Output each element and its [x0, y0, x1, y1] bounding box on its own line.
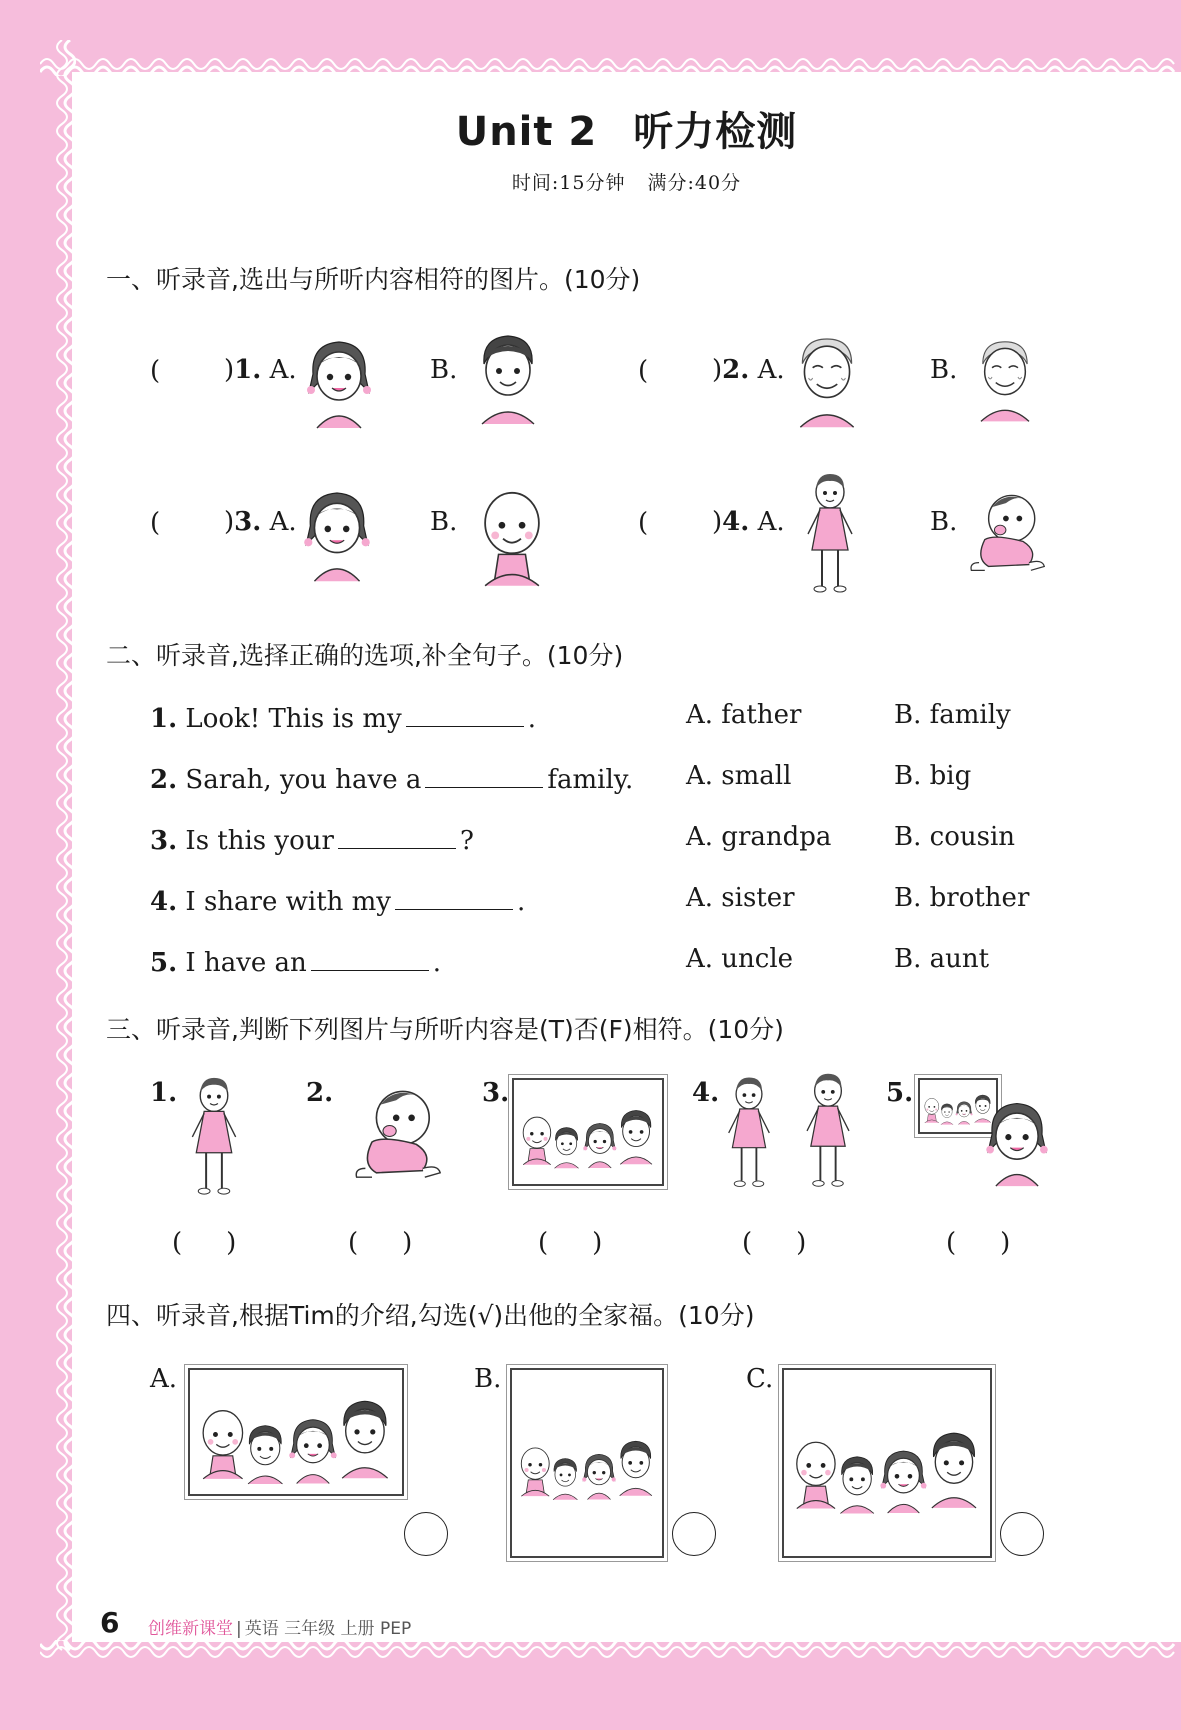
- family-photo-icon[interactable]: [512, 1078, 664, 1186]
- section1-title: 一、听录音,选出与所听内容相符的图片。(10分): [106, 265, 641, 294]
- wavy-border-bottom: [40, 1640, 1181, 1676]
- boy-icon[interactable]: [468, 320, 548, 432]
- s4-check-circle-c[interactable]: [1000, 1512, 1044, 1556]
- s2-sentence-4: 4. I share with my .: [150, 883, 525, 917]
- s1-item-1-b-label: B.: [430, 355, 458, 385]
- family-of-four-icon[interactable]: [188, 1368, 404, 1496]
- s2-option-2b[interactable]: B. big: [894, 761, 972, 791]
- blank-4[interactable]: [395, 883, 513, 910]
- footer-brand: 创维新课堂: [148, 1619, 233, 1639]
- s4-label-a: A.: [150, 1364, 178, 1394]
- boy-waving-icon[interactable]: [176, 1072, 252, 1200]
- footer-separator: |: [236, 1619, 242, 1639]
- answer-paren-4[interactable]: (: [638, 508, 649, 538]
- footer-meta: 英语 三年级 上册 PEP: [244, 1619, 412, 1639]
- s2-option-1a[interactable]: A. father: [686, 700, 802, 730]
- s1-item-4: )4. A.: [712, 507, 785, 537]
- s2-sentence-5: 5. I have an .: [150, 944, 441, 978]
- s1-item-1: )1. A.: [224, 355, 297, 385]
- s2-sentence-3: 3. Is this your ?: [150, 822, 474, 856]
- family-of-seven-icon[interactable]: [782, 1368, 992, 1558]
- s3-answer-4[interactable]: ( ): [742, 1228, 807, 1258]
- s1-item-4-b-label: B.: [930, 507, 958, 537]
- family-of-five-icon[interactable]: [510, 1368, 664, 1558]
- man-icon[interactable]: [462, 476, 562, 588]
- page-number: 6: [100, 1606, 120, 1639]
- girl-in-dress-icon[interactable]: [800, 468, 860, 598]
- page-title: [72, 100, 1181, 157]
- footer-info: [148, 1614, 411, 1639]
- s2-option-5b[interactable]: B. aunt: [894, 944, 990, 974]
- title-cn: 听力检测: [633, 109, 798, 155]
- wavy-border-left: [40, 40, 76, 1660]
- s3-answer-5[interactable]: ( ): [946, 1228, 1011, 1258]
- s1-item-3: )3. A.: [224, 507, 297, 537]
- blank-1[interactable]: [406, 700, 524, 727]
- grandma-icon[interactable]: [968, 320, 1042, 434]
- s4-label-b: B.: [474, 1364, 502, 1394]
- s1-item-2: )2. A.: [712, 355, 785, 385]
- full-score: 满分:40分: [647, 172, 742, 194]
- boy-sharing-left-icon[interactable]: [720, 1072, 778, 1192]
- woman-icon[interactable]: [296, 476, 378, 588]
- answer-paren-1[interactable]: (: [150, 356, 161, 386]
- boy-sharing-right-icon[interactable]: [798, 1068, 858, 1192]
- s2-option-5a[interactable]: A. uncle: [686, 944, 794, 974]
- section2-title: 二、听录音,选择正确的选项,补全句子。(10分): [106, 641, 624, 670]
- s4-check-circle-a[interactable]: [404, 1512, 448, 1556]
- worksheet-page: [72, 72, 1181, 1642]
- s3-answer-2[interactable]: ( ): [348, 1228, 413, 1258]
- blank-2[interactable]: [425, 761, 543, 788]
- blank-3[interactable]: [338, 822, 456, 849]
- grandpa-icon[interactable]: [786, 324, 868, 432]
- s2-option-1b[interactable]: B. family: [894, 700, 1011, 730]
- s2-option-2a[interactable]: A. small: [686, 761, 792, 791]
- s2-option-3a[interactable]: A. grandpa: [686, 822, 832, 852]
- s4-label-c: C.: [746, 1364, 774, 1394]
- crawling-baby-icon[interactable]: [334, 1076, 454, 1186]
- girl-pointing-icon[interactable]: [978, 1092, 1056, 1188]
- girl-with-pigtails-icon[interactable]: [298, 330, 380, 430]
- s1-item-2-b-label: B.: [930, 355, 958, 385]
- s3-num-5: 5.: [886, 1078, 914, 1108]
- s3-answer-1[interactable]: ( ): [172, 1228, 237, 1258]
- s3-num-2: 2.: [306, 1078, 334, 1108]
- s2-sentence-2: 2. Sarah, you have a family.: [150, 761, 633, 795]
- answer-paren-3[interactable]: (: [150, 508, 161, 538]
- section4-title: 四、听录音,根据Tim的介绍,勾选(√)出他的全家福。(10分): [106, 1301, 755, 1330]
- s2-sentence-1: 1. Look! This is my .: [150, 700, 536, 734]
- s4-check-circle-b[interactable]: [672, 1512, 716, 1556]
- section3-title: 三、听录音,判断下列图片与所听内容是(T)否(F)相符。(10分): [106, 1015, 784, 1044]
- s3-num-4: 4.: [692, 1078, 720, 1108]
- s3-num-3: 3.: [482, 1078, 510, 1108]
- s2-option-4b[interactable]: B. brother: [894, 883, 1030, 913]
- wavy-border-top: [40, 40, 1181, 76]
- time-limit: 时间:15分钟: [511, 172, 626, 194]
- blank-5[interactable]: [311, 944, 429, 971]
- baby-icon[interactable]: [956, 482, 1052, 578]
- s3-num-1: 1.: [150, 1078, 178, 1108]
- time-score-line: [72, 168, 1181, 195]
- s2-option-4a[interactable]: A. sister: [686, 883, 795, 913]
- s3-answer-3[interactable]: ( ): [538, 1228, 603, 1258]
- s2-option-3b[interactable]: B. cousin: [894, 822, 1015, 852]
- s1-item-3-b-label: B.: [430, 507, 458, 537]
- answer-paren-2[interactable]: (: [638, 356, 649, 386]
- title-unit: Unit 2: [455, 109, 598, 155]
